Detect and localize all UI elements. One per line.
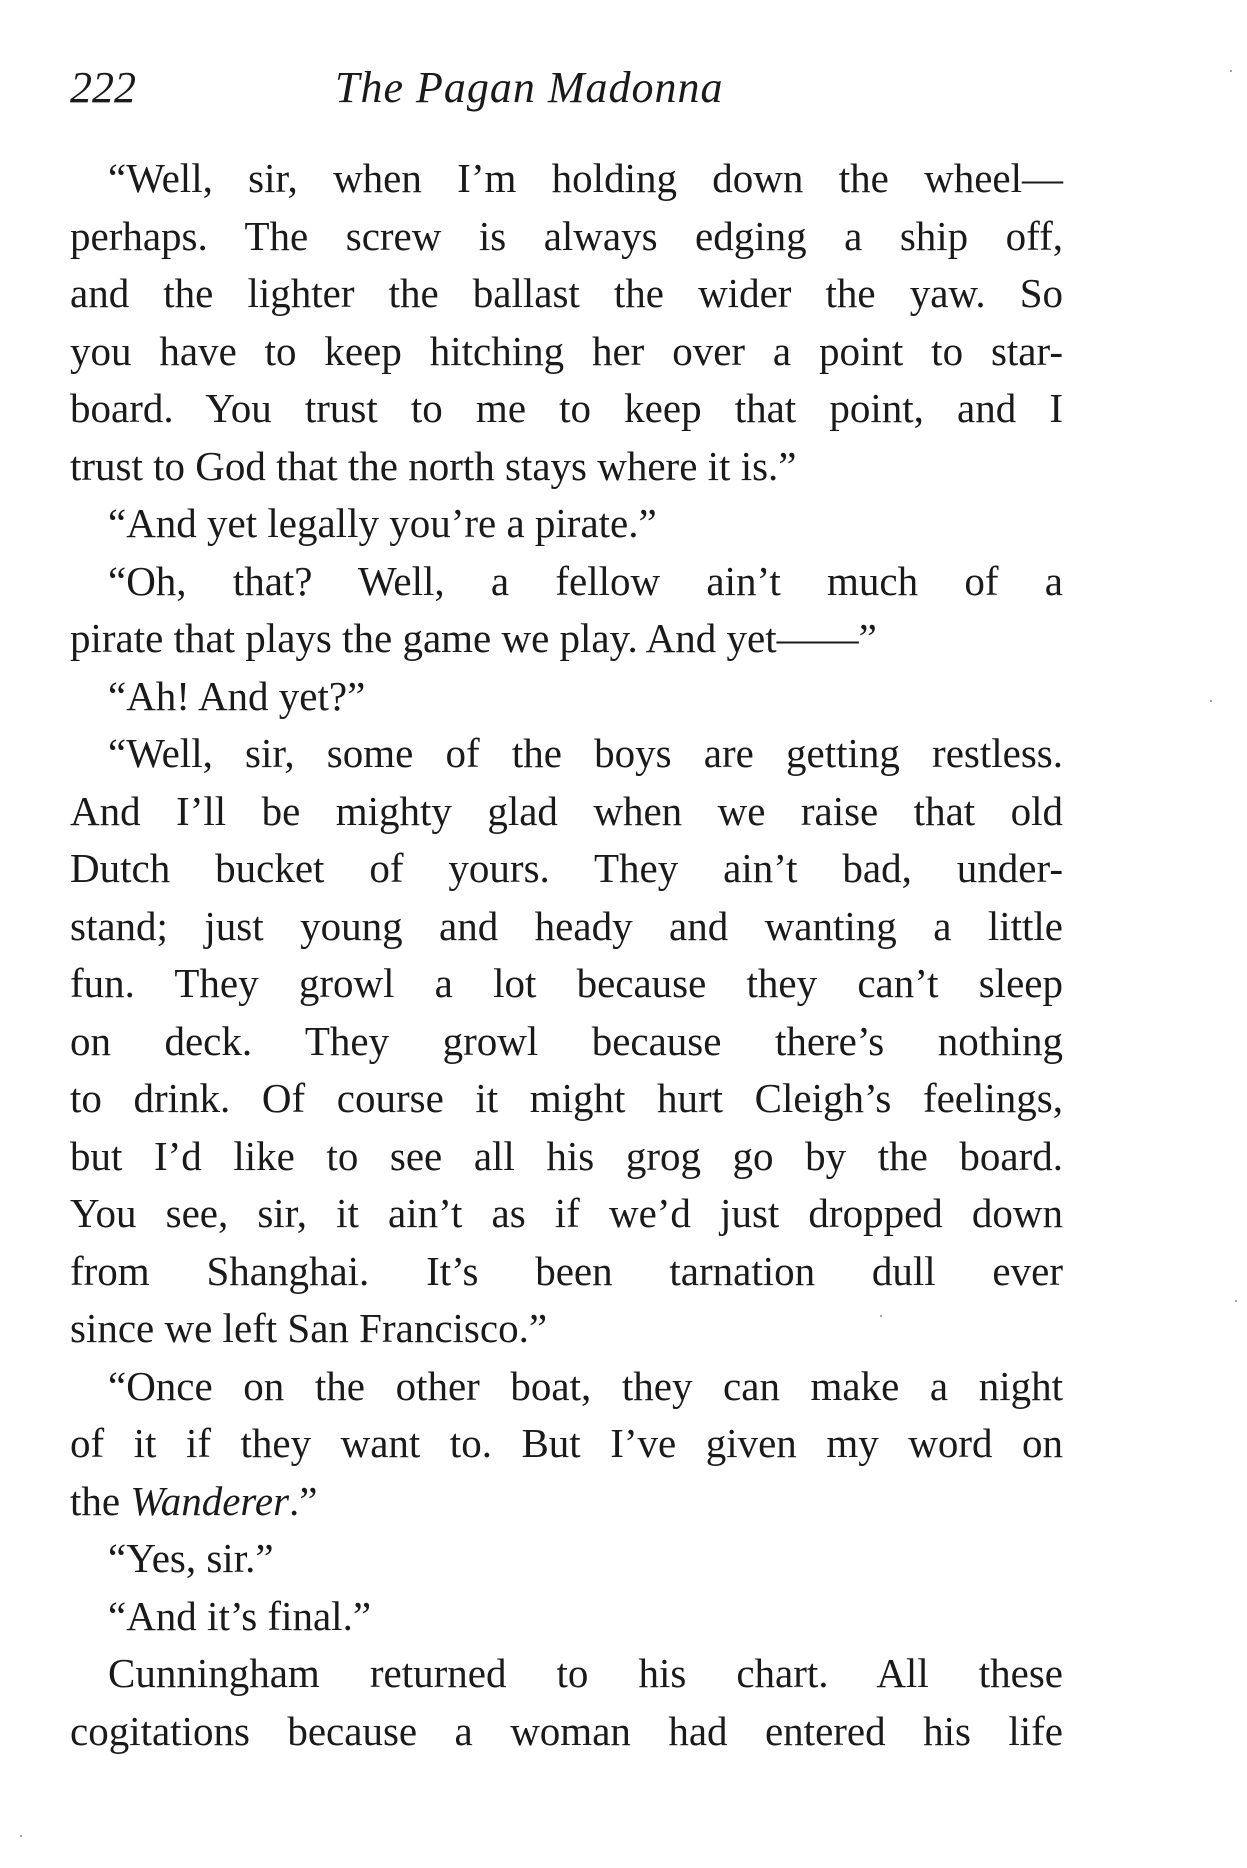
running-head [70,62,1070,122]
page-number: 222 [70,63,136,112]
text-line: Dutch bucket of yours. They ain’t bad, under- [70,845,1063,891]
text-line: of it if they want to. But I’ve given my word on [70,1420,1063,1466]
paper-speck [1210,700,1212,702]
text-line: “And it’s final.” [108,1592,372,1639]
text-line: perhaps. The screw is always edging a ship off, [70,212,1063,259]
text-line: to drink. Of course it might hurt Cleigh’s feelings, [70,1075,1063,1121]
text-line-with-italic [70,1473,1063,1531]
paper-speck [20,1835,22,1837]
book-title: The Pagan Madonna [335,63,724,112]
text-line: “Yes, sir.” [108,1535,274,1581]
text-line: trust to God that the north stays where it is.” [70,442,797,489]
paper-speck [1230,70,1232,72]
text-line: And I’ll be mighty glad when we raise that old [70,787,1063,834]
text-line: “Well, sir, when I’m holding down the wheel— [108,155,1063,201]
text-fragment: the [70,1477,131,1524]
text-line: on deck. They growl because there’s nothing [70,1017,1063,1064]
italic-ship-name: Wanderer [130,1477,290,1524]
text-line: board. You trust to me to keep that point, and I [70,385,1063,431]
paper-speck [1235,1300,1237,1302]
paper-speck [880,1315,882,1317]
text-line: “Once on the other boat, they can make a night [108,1362,1063,1409]
text-line: You see, sir, it ain’t as if we’d just dropped down [70,1190,1063,1236]
text-line: “Well, sir, some of the boys are getting restless. [108,730,1063,776]
text-line: “Oh, that? Well, a fellow ain’t much of a [108,557,1063,604]
text-line: and the lighter the ballast the wider the yaw. So [70,270,1063,316]
text-line: pirate that plays the game we play. And yet——” [70,615,877,661]
body-text [70,150,1063,1760]
text-line: since we left San Francisco.” [70,1305,548,1351]
text-line: “Ah! And yet?” [108,672,366,719]
text-line: from Shanghai. It’s been tarnation dull ever [70,1247,1063,1294]
text-line: but I’d like to see all his grog go by the board. [70,1132,1063,1179]
text-line: Cunningham returned to his chart. All these [108,1650,1063,1696]
text-fragment: .” [289,1477,318,1524]
text-line: stand; just young and heady and wanting a little [70,902,1063,949]
text-line: “And yet legally you’re a pirate.” [108,500,657,546]
text-line: you have to keep hitching her over a point to star- [70,327,1063,374]
text-line: fun. They growl a lot because they can’t sleep [70,960,1063,1006]
text-line: cogitations because a woman had entered his life [70,1707,1063,1754]
